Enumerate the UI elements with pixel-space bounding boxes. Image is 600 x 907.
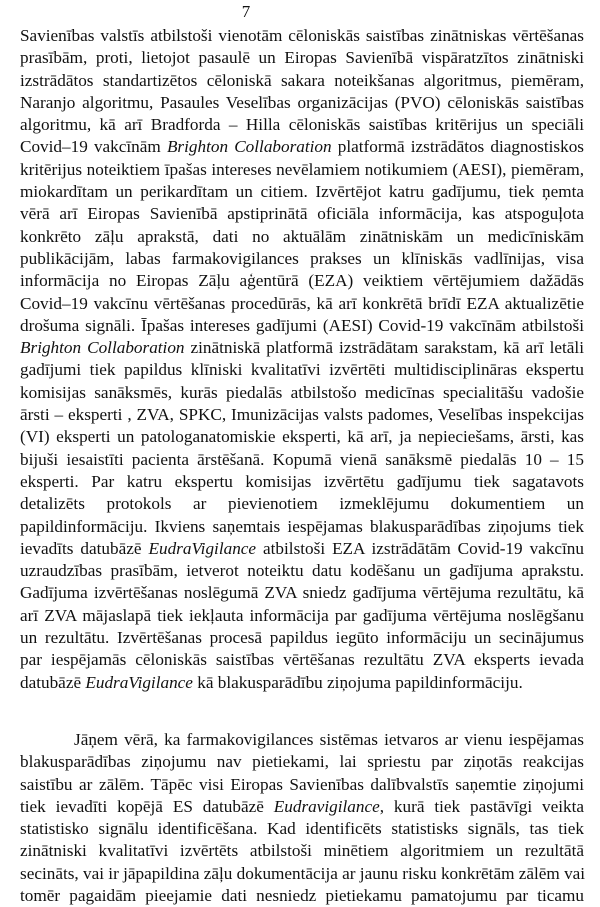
text-line: drošuma signāli. Īpašas intereses gadījumi (AESI) Covid-19 vakcīnām atbilstoši (20, 315, 584, 335)
text-line: (VI) eksperti un patologanatomiskie eksperti, kā arī, ja nepieciešams, ārsti, kas (20, 427, 584, 447)
text-line: ārsti – eksperti , ZVA, SPKC, Imunizācijas valsts padomes, Veselības inspekcijas (20, 405, 584, 425)
text-line: papildinformāciju. Ikviens saņemtais iespējamas blakusparādības ziņojums tiek (20, 516, 584, 536)
text-line: Gadījuma izvērtēšanas noslēgumā ZVA sniedz gadījuma vērtējuma rezultātu, kā (20, 583, 584, 603)
text-line: saistību ar zālēm. Tāpēc visi Eiropas Savienības dalībvalstīs saņemtie ziņojumi (20, 774, 584, 794)
italic-term: EudraVigilance (85, 672, 193, 692)
text-line: blakusparādības ziņojumu nav pietiekami, lai spriestu par ziņotās reakcijas (20, 752, 584, 772)
text-line: vērā arī Eiropas Savienībā apstiprinātā oficiāla informācija, kas atspoguļota (20, 204, 584, 224)
text-line: Brighton Collaboration zinātniskā platformā izstrādātam sarakstam, kā arī letāli (20, 338, 584, 358)
text-line: ievadīts datubāzē EudraVigilance atbilstoši EZA izstrādātām Covid-19 vakcīnu (20, 538, 584, 558)
text-line: Savienības valstīs atbilstoši vienotām cēloniskās saistības zinātniskas vērtēšanas (20, 26, 584, 45)
text-line: konkrēto zāļu aprakstā, dati no aktuālām zinātniskām un medicīniskām (20, 226, 584, 246)
text-line: publikācijām, labas farmakovigilances prakses un klīniskās vadlīnijas, visa (20, 248, 584, 268)
text-line: par iespējamās cēloniskās saistības vērtēšanas rezultātu ZVA eksperts ievada (20, 650, 584, 670)
text-line: Covid–19 vakcīnu vērtēšanas procedūrās, kā arī konkrētā brīdī EZA aktualizētie (20, 293, 584, 313)
text-line: informācija no Eiropas Zāļu aģentūrā (EZA) veiktiem vērtējumiem dažādās (20, 271, 584, 291)
text-line: zinātniski kvalitatīvi izvērtēts atbilstoši minētiem algoritmiem un rezultātā (20, 841, 584, 861)
text-line: kritērijus noteiktiem īpašas intereses nevēlamiem notikumiem (AESI), piemēram, (20, 159, 584, 179)
text-line: secināts, vai ir jāpapildina zāļu dokumentācija ar jaunu risku konkrētām zālēm vai (20, 863, 586, 883)
text-line: komisijas sanāksmēs, kurās piedalās atbilstošo medicīnas specialitāšu vadošie (20, 382, 584, 402)
italic-term: Eudravigilance (273, 796, 380, 816)
text-line: izstrādātos standartizētos cēloniskā sakara noteikšanas algoritmus, piemēram, (20, 70, 584, 90)
text-line: bijuši iesaistīti pacienta ārstēšanā. Kopumā vienā sanāksmē piedalās 10 – 15 (20, 449, 584, 469)
text-line: miokardītam un perikardītam un citiem. Izvērtējot katru gadījumu, tiek ņemta (20, 182, 584, 202)
text-line: Covid–19 vakcīnām Brighton Collaboration platformā izstrādātos diagnostiskos (20, 137, 584, 157)
text-line: uzraudzības prasībām, ietverot noteiktu datu kodēšanu un gadījuma aprakstu. (20, 561, 584, 581)
italic-term: Brighton Collaboration (20, 338, 185, 358)
text-line: Naranjo algoritmu, Pasaules Veselības organizācijas (PVO) cēloniskās saistības (20, 92, 584, 112)
text-line: detalizēts protokols ar pievienotiem izmeklējumu dokumentiem un (20, 494, 584, 514)
text-line: un rezultātu. Izvērtēšanas procesā papildus iegūto informāciju un secinājumus (20, 628, 584, 648)
text-line: gadījumi tiek papildus klīniski kvalitatīvi izvērtēti multidisciplināras ekspertu (20, 360, 584, 380)
text-line: statistisko signālu identificēšana. Kad identificēts statistisks signāls, tas tiek (20, 819, 584, 839)
text-line: datubāzē EudraVigilance kā blakusparādību ziņojuma papildinformāciju. (20, 672, 523, 692)
text-line: tiek ievadīti kopējā ES datubāzē Eudravigilance, kurā tiek pastāvīgi veikta (20, 796, 584, 816)
paragraph-2 (20, 729, 584, 907)
text-line: eksperti. Par katru ekspertu komisijas izvērtētu gadījumu tiek sagatavots (20, 471, 584, 491)
text-line: prasībām, proti, lietojot pasaulē un Eiropas Savienībā vispāratzītos zinātniski (20, 48, 584, 68)
italic-term: EudraVigilance (148, 538, 257, 558)
text-line: tomēr pagaidām pieejamie dati nesniedz pietiekamu pamatojumu par ticamu (20, 886, 584, 906)
paragraph-1 (20, 25, 584, 694)
text-line: algoritmu, kā arī Bradforda – Hilla cēloniskās saistības kritērijus un speciāli (20, 115, 584, 135)
page-number: 7 (241, 2, 251, 21)
text-line: Jāņem vērā, ka farmakovigilances sistēmas ietvaros ar vienu iespējamas (74, 730, 584, 749)
text-line: arī ZVA mājaslapā tiek iekļauta informācija par gadījuma vērtējuma noslēgšanu (20, 605, 584, 625)
italic-term: Brighton Collaboration (166, 137, 332, 157)
